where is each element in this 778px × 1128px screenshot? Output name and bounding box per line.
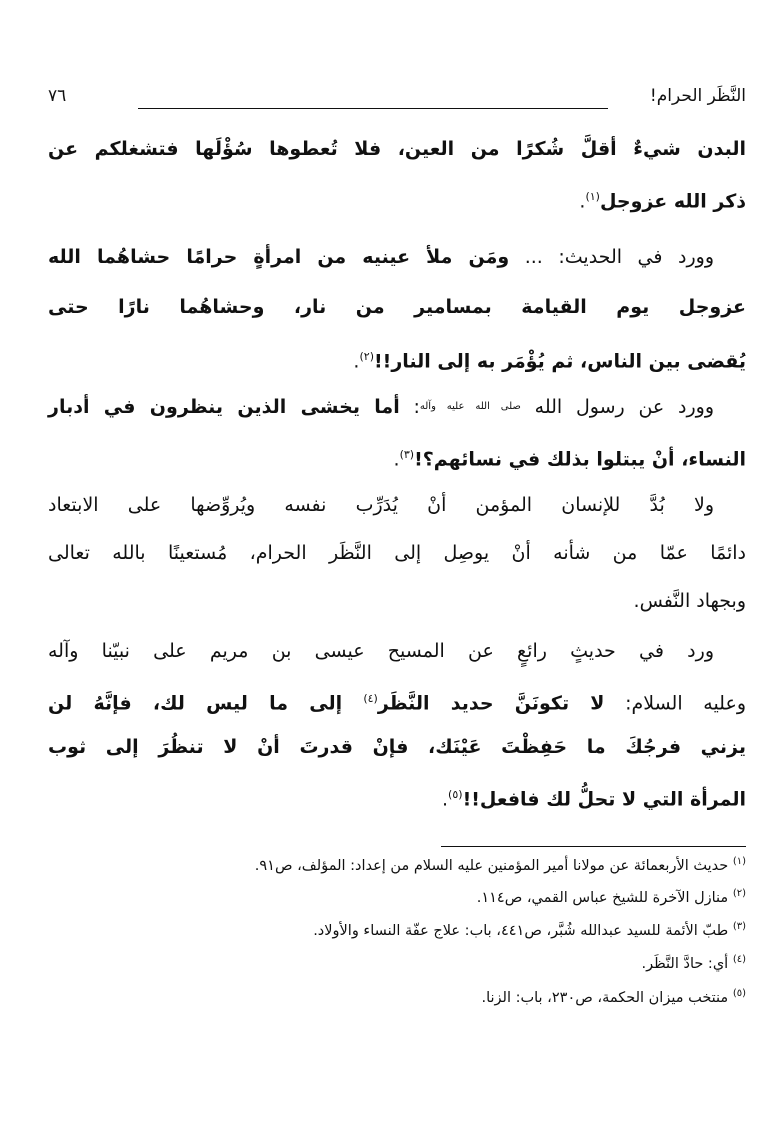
- running-title: النَّظَر الحرام!: [649, 86, 746, 106]
- text-line: [48, 490, 746, 520]
- punct: .: [442, 788, 449, 811]
- footnote-ref[interactable]: (١): [585, 190, 600, 203]
- footnote-number: (٤): [732, 954, 746, 965]
- quote-text: عزوجل يوم القيامة بمسامير من نار، وحشاهُما نارًا حتى: [48, 296, 746, 318]
- quote-text: ذكر الله عزوجل: [599, 190, 746, 213]
- intro-text: وورد في الحديث: ...: [509, 246, 714, 268]
- footnote-text: منازل الآخرة للشيخ عباس القمي، ص١١٤.: [476, 889, 729, 906]
- text-line: [48, 440, 746, 474]
- footnote-text: طبّ الأئمة للسيد عبدالله شُبَّر، ص٤٤١، باب: علاج عفّة النساء والأولاد.: [313, 922, 729, 939]
- quote-text: المرأة التي لا تحلُّ لك فافعل!!: [462, 788, 746, 811]
- text-line: [48, 636, 746, 666]
- text-line: [48, 182, 746, 216]
- text-line: [48, 134, 746, 164]
- quote-text: البدن شيءٌ أقلَّ شُكرًا من العين، فلا تُعطوها سُؤْلَها فتشغلكم عن: [48, 138, 746, 160]
- footnote-ref[interactable]: (٣): [399, 448, 415, 461]
- footnote-number: (٥): [732, 988, 746, 999]
- quote-text: النساء، أنْ يبتلوا بذلك في نسائهم؟!: [414, 448, 746, 471]
- footnote: [48, 982, 746, 1010]
- intro-text: وورد عن رسول الله: [520, 396, 714, 418]
- footnote-number: (٣): [732, 921, 746, 932]
- quote-text: يُقضى بين الناس، ثم يُؤْمَر به إلى النار!!: [373, 350, 746, 373]
- body-text: دائمًا عمّا من شأنه أنْ يوصِل إلى النَّظَر الحرام، مُستعينًا بالله تعالى: [48, 542, 746, 564]
- honorific-glyph: صلى الله عليه وآله: [419, 401, 521, 412]
- footnote-text: أي: حادَّ النَّظَر.: [641, 955, 729, 972]
- text-line: [48, 392, 746, 422]
- footnote-number: (١): [732, 856, 746, 867]
- quote-text: إلى ما ليس لك، فإنَّهُ لن: [48, 692, 364, 715]
- punct: :: [399, 396, 420, 418]
- header-rule: [138, 108, 608, 109]
- footnote: [48, 915, 746, 943]
- footnote-ref[interactable]: (٤): [363, 692, 378, 705]
- quote-text: يزني فرجُكَ ما حَفِظْتَ عَيْنَك، فإنْ قدرتَ أنْ لا تنظُرَ إلى ثوب: [48, 736, 746, 758]
- footnote-text: منتخب ميزان الحكمة، ص٢٣٠، باب: الزنا.: [481, 989, 729, 1006]
- text-line: [48, 780, 746, 814]
- text-line: [48, 732, 746, 762]
- footnote: [48, 948, 746, 976]
- footnote-text: حديث الأربعمائة عن مولانا أمير المؤمنين عليه السلام من إعداد: المؤلف، ص٩١.: [254, 857, 729, 874]
- footnote-ref[interactable]: (٢): [359, 350, 374, 363]
- body-text: ورد في حديثٍ رائعٍ عن المسيح عيسى بن مريم على نبيّنا وآله: [48, 640, 714, 662]
- page-number: ٧٦: [48, 86, 67, 106]
- quote-text: ومَن ملأ عينيه من امرأةٍ حرامًا حشاهُما الله: [48, 246, 510, 268]
- body-text: ولا بُدَّ للإنسان المؤمن أنْ يُدَرِّب نفسه ويُروِّضها على الابتعاد: [48, 494, 714, 516]
- footnote: [48, 850, 746, 878]
- quote-text: أما يخشى الذين ينظرون في أدبار: [48, 396, 400, 418]
- text-line: [48, 538, 746, 568]
- text-line: [48, 684, 746, 718]
- footnote-divider: [441, 846, 746, 847]
- running-header: [48, 86, 746, 116]
- text-line: [48, 586, 746, 616]
- punct: .: [353, 350, 360, 373]
- quote-text: لا تكونَنَّ حديد النَّظَر: [377, 692, 605, 715]
- punct: .: [393, 448, 400, 471]
- intro-text: وعليه السلام:: [604, 692, 746, 715]
- footnote: [48, 882, 746, 910]
- body-text: وبجهاد النَّفس.: [633, 590, 746, 612]
- punct: .: [579, 190, 586, 213]
- text-line: [48, 292, 746, 322]
- footnote-number: (٢): [732, 888, 746, 899]
- footnote-ref[interactable]: (٥): [448, 788, 463, 801]
- text-line: [48, 342, 746, 376]
- text-line: [48, 242, 746, 272]
